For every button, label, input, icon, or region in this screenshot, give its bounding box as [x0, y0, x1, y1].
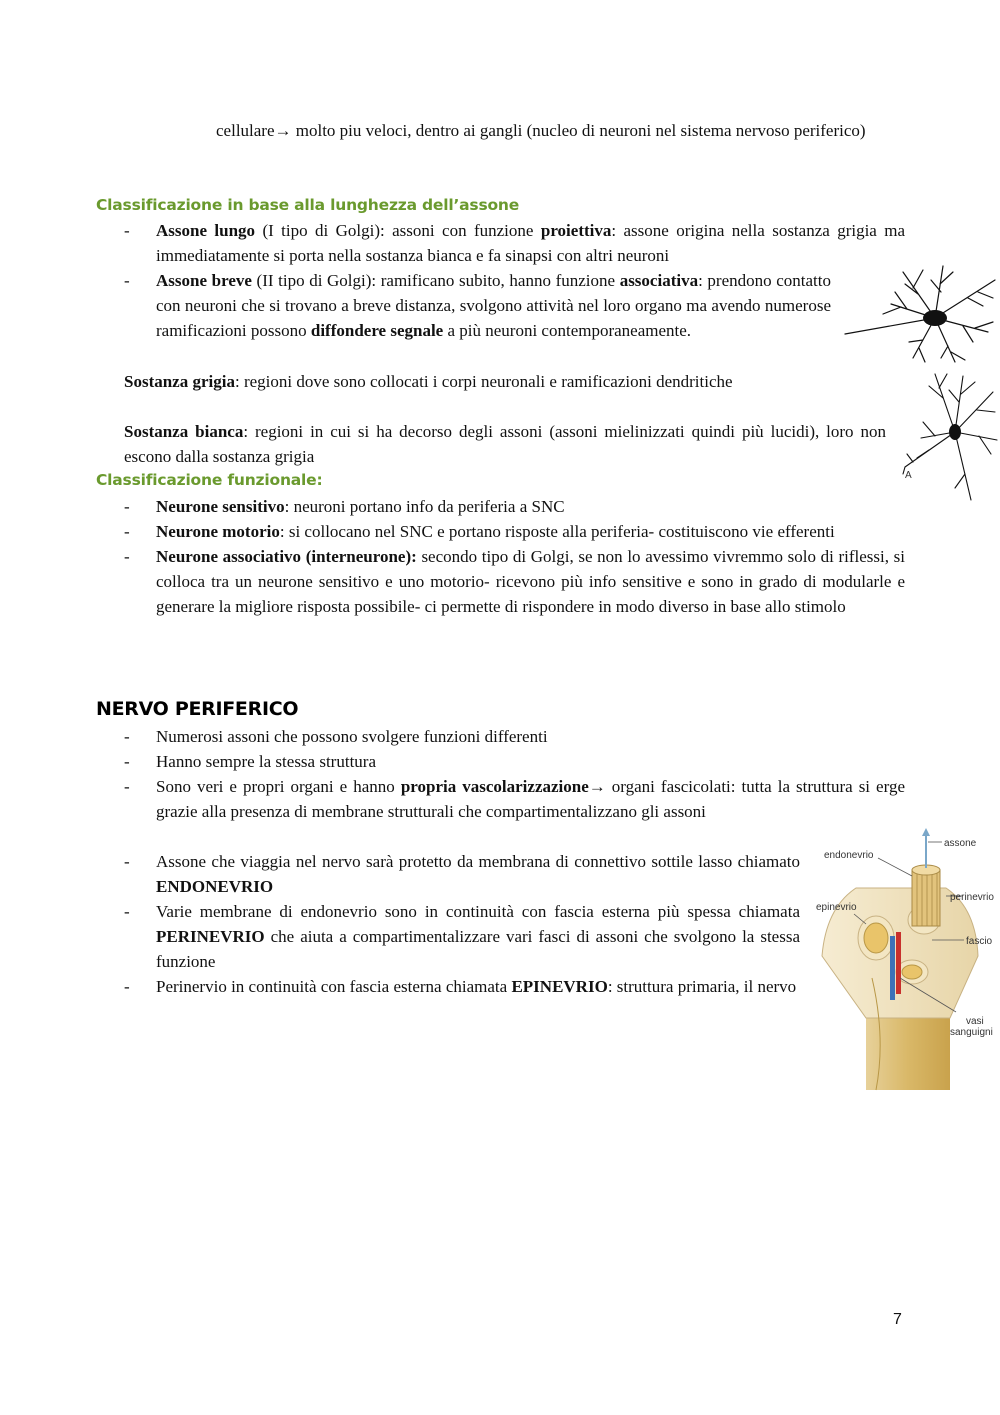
list-item	[124, 774, 905, 824]
grey-matter-paragraph	[124, 369, 831, 394]
term-epineurium: EPINEVRIO	[511, 977, 608, 996]
neuron-short-axon-drawing	[903, 374, 997, 500]
text: a più neuroni contemporaneamente.	[443, 321, 692, 340]
list-item	[124, 519, 905, 544]
white-matter-paragraph	[124, 419, 886, 469]
arrow-icon: →	[274, 121, 292, 140]
nerve-drawing	[822, 828, 978, 1090]
term-grey-matter: Sostanza grigia	[124, 372, 235, 391]
text: : regioni dove sono collocati i corpi neuronali e ramificazioni dendritiche	[234, 372, 733, 391]
list-item	[124, 724, 905, 749]
term-vascularization: propria vascolarizzazione	[400, 777, 589, 796]
list-item	[124, 899, 800, 974]
label-endonevrio: endonevrio	[824, 850, 874, 861]
dash-bullet: -	[124, 522, 130, 541]
dash-bullet: -	[124, 271, 130, 290]
figure-label-a: A	[905, 470, 912, 481]
term-short-axon: Assone breve	[156, 271, 252, 290]
dash-bullet: -	[124, 777, 130, 796]
label-perinevrio: perinevrio	[950, 892, 994, 903]
dash-bullet: -	[124, 977, 130, 996]
term-interneuron: Neurone associativo (interneurone):	[156, 547, 417, 566]
text: : struttura primaria, il nervo	[607, 977, 797, 996]
list-nerve-bottom	[124, 849, 800, 999]
label-fascio: fascio	[966, 936, 993, 947]
text: organi fascicolati: tutta la struttura si erge grazie alla presenza di membrane strutturali che compartimentalizzano gli assoni	[156, 777, 905, 821]
term-associative: associativa	[619, 271, 699, 290]
text: Sono veri e propri organi e hanno	[156, 777, 401, 796]
text: (I tipo di Golgi): assoni con funzione	[255, 221, 541, 240]
text: : prendono contatto con neuroni che si trovano a breve distanza, svolgono attività nel loro organo ma avendo numerose ramificazioni possono	[156, 271, 831, 340]
label-vasi: vasi	[966, 1016, 984, 1027]
term-endoneurium: ENDONEVRIO	[156, 877, 274, 896]
list-item	[124, 218, 905, 268]
neurons-figure	[843, 262, 1000, 507]
label-epinevrio: epinevrio	[816, 902, 857, 913]
list-functional	[124, 494, 905, 619]
neuron-soma	[923, 310, 947, 326]
arrow-icon: →	[588, 777, 606, 796]
text: (II tipo di Golgi): ramificano subito, hanno funzione	[251, 271, 620, 290]
list-axon-short	[124, 268, 831, 343]
neuron-long-axon-drawing	[845, 266, 995, 362]
text: secondo tipo di Golgi, se non lo avessimo vivremmo solo di riflessi, si colloca tra un neurone sensitivo e uno motorio- ricevono più info sensitive e sono in grado di modularle e generare la migliore risposta possibile- ci permette di rispondere in modo diverso in base allo stimolo	[156, 547, 905, 616]
text: : neuroni portano info da periferia a SNC	[284, 497, 565, 516]
heading-peripheral-nerve: NERVO PERIFERICO	[96, 698, 299, 720]
label-sanguigni: sanguigni	[950, 1027, 993, 1038]
text: : si collocano nel SNC e portano risposte alla periferia- costituiscono vie efferenti	[279, 522, 835, 541]
term-projective: proiettiva	[540, 221, 612, 240]
list-nerve-top	[124, 724, 905, 824]
dash-bullet: -	[124, 221, 130, 240]
neuron-soma	[949, 424, 961, 440]
text: Numerosi assoni che possono svolgere funzioni differenti	[156, 727, 548, 746]
nerve-figure	[816, 828, 1000, 1092]
list-item	[124, 749, 905, 774]
dash-bullet: -	[124, 852, 130, 871]
intro-paragraph	[216, 118, 905, 143]
list-item	[124, 544, 905, 619]
term-spread-signal: diffondere segnale	[310, 321, 444, 340]
dash-bullet: -	[124, 752, 130, 771]
intro-text-end: molto piu veloci, dentro ai gangli (nucleo di neuroni nel sistema nervoso periferico)	[291, 121, 866, 140]
term-sensory-neuron: Neurone sensitivo	[156, 497, 285, 516]
text: : assone origina nella sostanza grigia ma immediatamente si porta nella sostanza bianca e fa sinapsi con altri neuroni	[156, 221, 906, 265]
dash-bullet: -	[124, 547, 130, 566]
text: Perinervio in continuità con fascia esterna chiamata	[156, 977, 512, 996]
term-long-axon: Assone lungo	[156, 221, 256, 240]
intro-text-start: cellulare	[216, 121, 275, 140]
dash-bullet: -	[124, 902, 130, 921]
text: Assone che viaggia nel nervo sarà protetto da membrana di connettivo sottile lasso chiamato	[156, 852, 800, 871]
term-perineurium: PERINEVRIO	[156, 927, 265, 946]
term-white-matter: Sostanza bianca	[124, 422, 244, 441]
text: Hanno sempre la stessa struttura	[156, 752, 376, 771]
text: Varie membrane di endonevrio sono in continuità con fascia esterna più spessa chiamata	[156, 902, 800, 921]
text: : regioni in cui si ha decorso degli assoni (assoni mielinizzati quindi più lucidi), loro non escono dalla sostanza grigia	[124, 422, 886, 466]
heading-functional: Classificazione funzionale:	[96, 471, 323, 489]
page-number: 7	[893, 1311, 902, 1328]
text: che aiuta a compartimentalizzare vari fasci di assoni che svolgono la stessa funzione	[156, 927, 800, 971]
label-assone: assone	[944, 838, 977, 849]
term-motor-neuron: Neurone motorio	[156, 522, 280, 541]
list-axon-length	[124, 218, 905, 268]
heading-axon-length: Classificazione in base alla lunghezza dell’assone	[96, 196, 520, 214]
list-item	[124, 268, 831, 343]
list-item	[124, 974, 800, 999]
dash-bullet: -	[124, 497, 130, 516]
list-item	[124, 494, 905, 519]
list-item	[124, 849, 800, 899]
dash-bullet: -	[124, 727, 130, 746]
